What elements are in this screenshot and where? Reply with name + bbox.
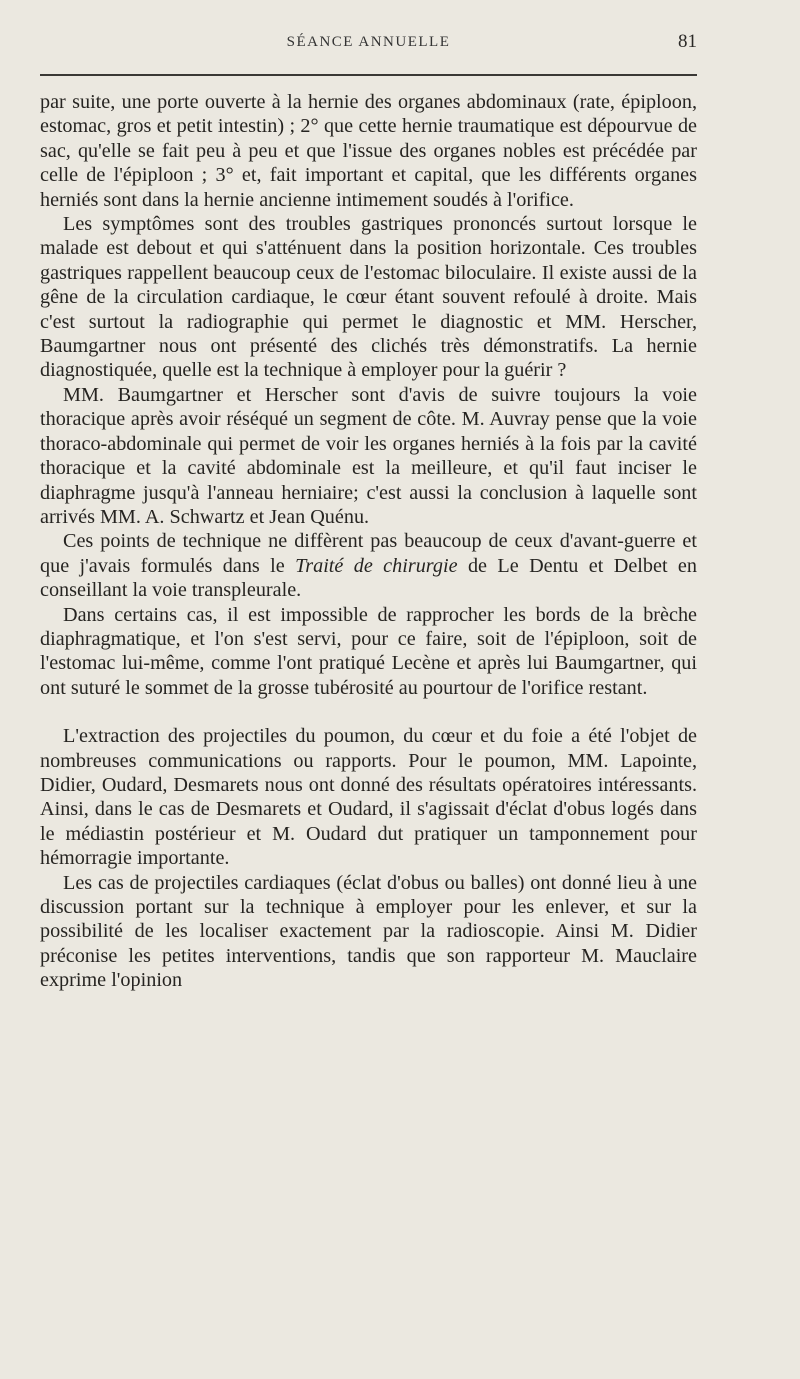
paragraph-continuation: par suite, une porte ouverte à la hernie des organes abdominaux (rate, épiploon, estomac, gros et petit intestin) ; 2° que cette hernie traumatique est dépourvue de sac, qu'elle se fait peu à peu et que l'issue des organes nobles est précédée par celle de l'épiploon ; 3° et, fait important et capital, que les différents organes herniés sont dans la hernie ancienne intimement soudés à l'orifice.	[40, 91, 697, 211]
paragraph-technique-opinions: MM. Baumgartner et Herscher sont d'avis de suivre toujours la voie thoracique après avoir réséqué un segment de côte. M. Auvray pense que la voie thoraco-abdominale qui permet de voir les organes herniés à la fois par la cavité thoracique et la cavité abdominale est la meilleure, et qu'il faut inciser le diaphragme jusqu'à l'anneau herniaire; c'est aussi la conclusion à laquelle sont arrivés MM. A. Schwartz et Jean Quénu.	[40, 383, 697, 528]
text-run: de Le Dentu et Delbet en conseillant la voie transpleurale.	[40, 554, 697, 602]
book-title: Traité de chirurgie	[295, 554, 458, 577]
paragraph-technique-prewar	[40, 529, 697, 602]
running-head: SÉANCE ANNUELLE	[286, 34, 451, 50]
paragraph-symptoms: Les symptômes sont des troubles gastriques prononcés surtout lorsque le malade est debout et qui s'atténuent dans la position horizontale. Ces troubles gastriques rappellent beaucoup ceux de l'estomac biloculaire. Il existe aussi de la gêne de la circulation cardiaque, le cœur étant souvent refoulé à droite. Mais c'est surtout la radiographie qui permet le diagnostic et MM. Herscher, Baumgartner nous ont présenté des clichés très démonstratifs. La hernie diagnostiquée, quelle est la technique à employer pour la guérir ?	[40, 213, 697, 382]
body-text	[40, 90, 697, 993]
paragraph-diaphragm-repair: Dans certains cas, il est impossible de rapprocher les bords de la brèche diaphragmatique, et l'on s'est servi, pour ce faire, soit de l'épiploon, soit de l'estomac lui-même, comme l'ont pratiqué Lecène et après lui Baumgartner, qui ont suturé le sommet de la grosse tubérosité au pourtour de l'orifice restant.	[40, 603, 697, 699]
text-run: Ces points de technique ne diffèrent pas beaucoup de ceux d'avant-guerre et que j'avais formulés dans le	[40, 530, 697, 577]
header-rule	[40, 74, 697, 76]
page-header	[40, 30, 697, 56]
page-number: 81	[678, 31, 697, 52]
paragraph-projectile-extraction: L'extraction des projectiles du poumon, du cœur et du foie a été l'objet de nombreuses communications ou rapports. Pour le poumon, MM. Lapointe, Didier, Oudard, Desmarets nous ont donné des résultats opératoires intéressants. Ainsi, dans le cas de Desmarets et Oudard, il s'agissait d'éclat d'obus logés dans le médiastin postérieur et M. Oudard dut pratiquer un tamponnement pour hémorragie importante.	[40, 725, 697, 870]
paragraph-cardiac-projectiles: Les cas de projectiles cardiaques (éclat d'obus ou balles) ont donné lieu à une discussion portant sur la technique à employer pour les enlever, et sur la possibilité de les localiser exactement par la radioscopie. Ainsi M. Didier préconise les petites interventions, tandis que son rapporteur M. Mauclaire exprime l'opinion	[40, 871, 697, 992]
